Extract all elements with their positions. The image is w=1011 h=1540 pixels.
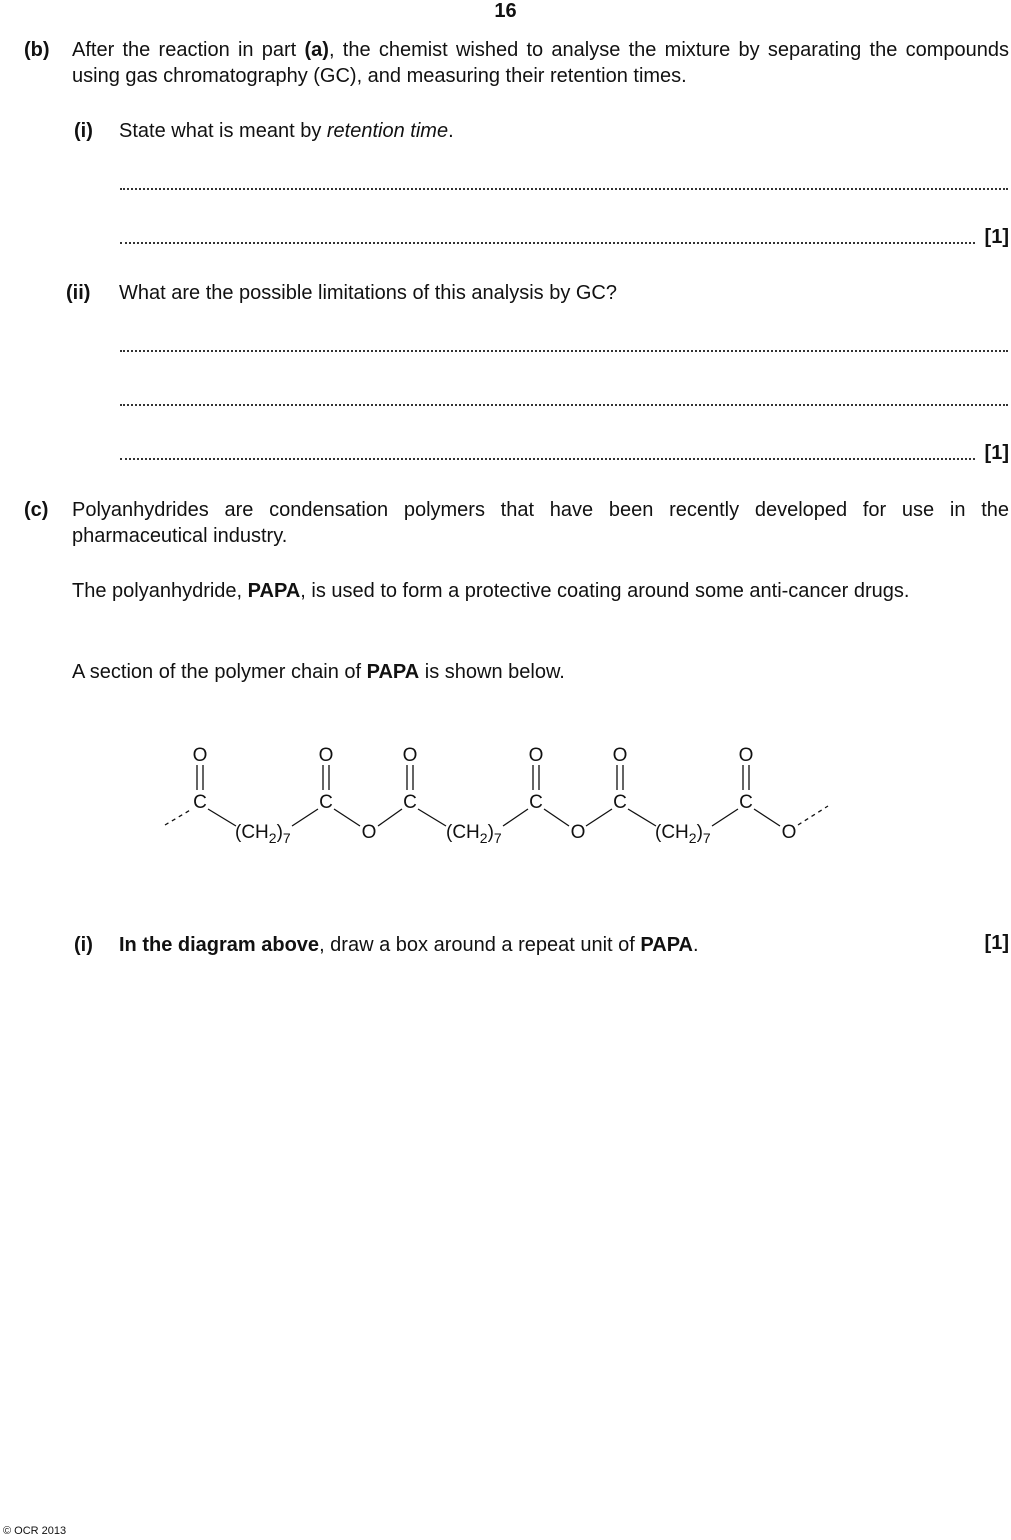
answer-line-b-i-2[interactable]	[120, 232, 975, 244]
answer-line-b-ii-3[interactable]	[120, 448, 975, 460]
answer-line-b-i-1[interactable]	[120, 178, 1008, 190]
atom-o-carbonyl: O	[738, 745, 754, 766]
atom-o-anhydride: O	[361, 822, 377, 843]
atom-c-carbonyl: C	[319, 792, 333, 813]
atom-o-carbonyl: O	[402, 745, 418, 766]
answer-line-b-ii-2[interactable]	[120, 394, 1008, 406]
part-c-paragraph-2: The polyanhydride, PAPA, is used to form a protective coating around some anti-cancer drugs.	[72, 580, 910, 602]
chain-continuation-right	[798, 806, 828, 825]
part-c-paragraph-1: Polyanhydrides are condensation polymers that have been recently developed for use in the pharmaceutical industry.	[72, 499, 1009, 547]
ch2-7-group: $(CH_2)_7$	[655, 822, 711, 846]
part-b-intro: After the reaction in part (a), the chemist wished to analyse the mixture by separating the compounds using gas chromatography (GC), and measuring their retention times.	[72, 39, 1009, 87]
marks-b-i: [1]	[984, 226, 1009, 248]
atom-o-anhydride: O	[781, 822, 797, 843]
question-b-i-label: (i)	[74, 120, 93, 142]
atom-c-carbonyl: C	[613, 792, 627, 813]
atom-o-carbonyl: O	[528, 745, 544, 766]
question-c-i-text: In the diagram above, draw a box around a repeat unit of PAPA.	[119, 934, 699, 956]
atom-c-carbonyl: C	[529, 792, 543, 813]
atom-o-carbonyl: O	[192, 745, 208, 766]
backbone-bonds	[208, 809, 780, 826]
ch2-7-group: $(CH_2)_7$	[446, 822, 502, 846]
question-c-i-label: (i)	[74, 934, 93, 956]
carbonyl-double-bonds	[197, 765, 749, 790]
atom-c-carbonyl: C	[193, 792, 207, 813]
papa-polymer-structure	[0, 720, 1011, 860]
part-a-reference: (a)	[304, 39, 329, 61]
part-c-label: (c)	[24, 499, 49, 521]
question-b-ii-label: (ii)	[66, 282, 91, 304]
part-c-paragraph-3: A section of the polymer chain of PAPA is shown below.	[72, 661, 565, 683]
answer-line-b-ii-1[interactable]	[120, 340, 1008, 352]
question-b-i-text: State what is meant by retention time.	[119, 120, 454, 142]
marks-c-i: [1]	[984, 932, 1009, 954]
marks-b-ii: [1]	[984, 442, 1009, 464]
copyright-footer: © OCR 2013	[3, 1525, 67, 1537]
ch2-7-group: $(CH_2)_7$	[235, 822, 291, 846]
question-b-ii-text: What are the possible limitations of this analysis by GC?	[119, 282, 617, 304]
atom-o-carbonyl: O	[318, 745, 334, 766]
atom-o-carbonyl: O	[612, 745, 628, 766]
page-number: 16	[494, 0, 517, 22]
part-b-label: (b)	[24, 39, 50, 61]
chain-continuation-left	[165, 809, 192, 825]
atom-c-carbonyl: C	[739, 792, 753, 813]
atom-c-carbonyl: C	[403, 792, 417, 813]
atom-o-anhydride: O	[570, 822, 586, 843]
